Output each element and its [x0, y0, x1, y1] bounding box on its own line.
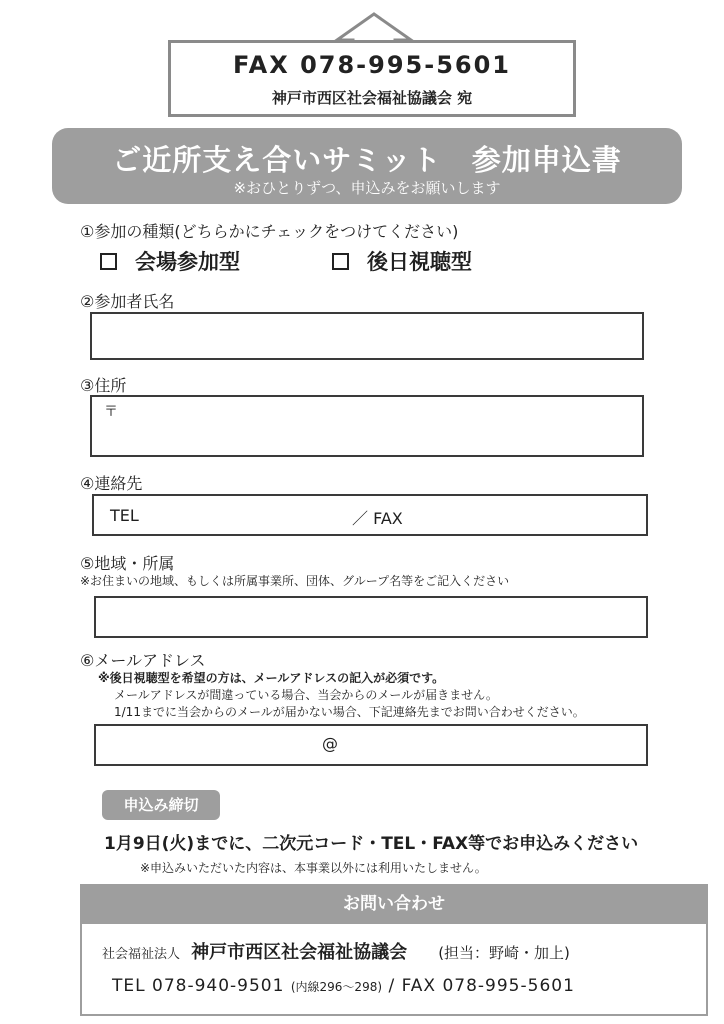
section4-label: ④連絡先 — [80, 474, 143, 493]
deadline-badge: 申込み締切 — [102, 790, 220, 820]
option-later-viewing-label: 後日視聴型 — [367, 250, 472, 274]
section5-note: ※お住まいの地域、もしくは所属事業所、団体、グループ名等をご記入ください — [80, 574, 510, 588]
email-note-contact: 1/11までに当会からのメールが届かない場合、下記連絡先までお問い合わせください。 — [114, 705, 585, 719]
section3-label: ③住所 — [80, 376, 127, 395]
checkbox-venue[interactable] — [100, 253, 117, 270]
org-name: 神戸市西区社会福祉協議会 — [191, 942, 408, 963]
up-arrow-icon — [333, 12, 415, 42]
option-venue-label: 会場参加型 — [135, 250, 240, 274]
inquiry-contact-line — [112, 976, 575, 996]
email-field[interactable] — [94, 724, 648, 766]
address-field[interactable] — [90, 395, 644, 457]
postal-mark: 〒 — [104, 404, 118, 420]
inquiry-org-line — [102, 938, 570, 964]
section1-label: ①参加の種類(どちらかにチェックをつけてください) — [80, 222, 459, 241]
inquiry-header: お問い合わせ — [80, 884, 708, 924]
affiliation-field[interactable] — [94, 596, 648, 638]
title-banner — [52, 128, 682, 204]
email-note-wrong: メールアドレスが間違っている場合、当会からのメールが届きません。 — [114, 688, 498, 702]
at-mark: @ — [322, 734, 338, 753]
contact-fax-label: ／ FAX — [352, 509, 403, 528]
participation-type-options — [100, 246, 660, 278]
contact-field[interactable] — [92, 494, 648, 536]
inquiry-tel: TEL 078-940-9501 — [112, 976, 285, 996]
staff-names: (担当：野崎・加上) — [438, 944, 570, 962]
deadline-text: 1月9日(火)までに、二次元コード・TEL・FAX等でお申込みください — [104, 834, 639, 854]
contact-tel-label: TEL — [110, 506, 139, 525]
name-field[interactable] — [90, 312, 644, 360]
privacy-note: ※申込みいただいた内容は、本事業以外には利用いたしません。 — [140, 861, 487, 875]
checkbox-later-viewing[interactable] — [332, 253, 349, 270]
section2-label: ②参加者氏名 — [80, 292, 175, 311]
section5-label: ⑤地域・所属 — [80, 554, 175, 573]
fax-recipient: 神戸市西区社会福祉協議会 宛 — [271, 89, 473, 107]
inquiry-extension: (内線296〜298) — [290, 980, 383, 994]
page-title: ご近所支え合いサミット 参加申込書 — [112, 143, 622, 177]
inquiry-fax: / FAX 078-995-5601 — [388, 976, 575, 996]
fax-header-box — [168, 40, 576, 117]
fax-number: FAX 078-995-5601 — [233, 51, 511, 79]
page-subtitle: ※おひとりずつ、申込みをお願いします — [233, 179, 501, 197]
section6-label: ⑥メールアドレス — [80, 651, 206, 670]
inquiry-box — [80, 924, 708, 1016]
option-later-viewing[interactable] — [332, 246, 472, 276]
email-note-required: ※後日視聴型を希望の方は、メールアドレスの記入が必須です。 — [98, 671, 445, 685]
option-venue[interactable] — [100, 246, 240, 276]
org-type: 社会福祉法人 — [102, 947, 181, 962]
